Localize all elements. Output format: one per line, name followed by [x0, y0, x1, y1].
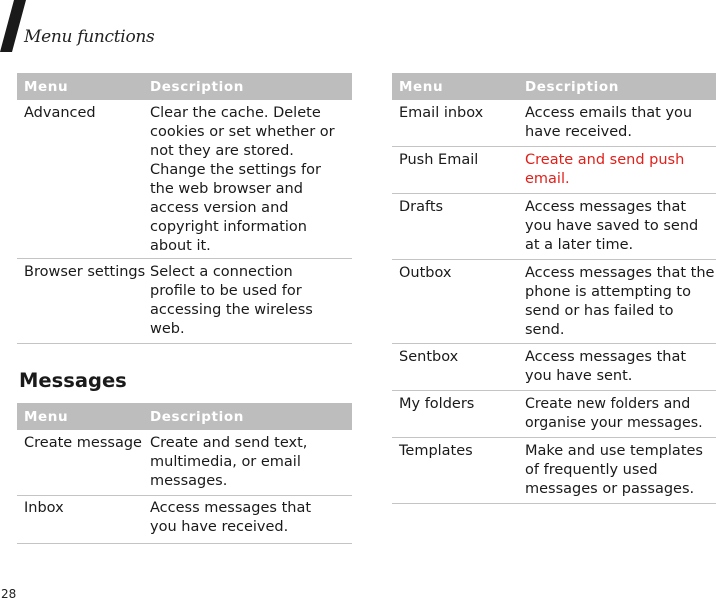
menu-cell: Browser settings	[24, 264, 146, 280]
messages-table-left	[17, 403, 352, 544]
messages-table-right	[392, 73, 716, 504]
table-header	[392, 73, 716, 100]
table-row	[392, 391, 716, 438]
menu-cell: Advanced	[24, 105, 96, 121]
table-row	[392, 344, 716, 391]
table-row	[17, 430, 352, 496]
menu-cell: Outbox	[399, 265, 452, 281]
table-header	[17, 403, 352, 430]
col-header-description: Description	[150, 78, 244, 95]
menu-cell: Email inbox	[399, 105, 484, 121]
section-title: Messages	[19, 369, 127, 392]
menu-cell: My folders	[399, 396, 475, 412]
menu-cell: Drafts	[399, 199, 444, 215]
description-cell: Access messages that you have received.	[150, 500, 312, 535]
col-header-menu: Menu	[24, 78, 69, 95]
col-header-menu: Menu	[399, 78, 444, 95]
col-header-description: Description	[150, 408, 244, 425]
description-cell: Create and send text, multimedia, or email messages.	[150, 435, 308, 489]
menu-cell: Sentbox	[399, 349, 459, 365]
description-cell: Access messages that you have saved to send at a later time.	[525, 199, 699, 253]
table-row	[17, 496, 352, 544]
menu-cell: Create message	[24, 435, 142, 451]
description-cell: Create new folders and organise your messages.	[525, 396, 703, 431]
page-header: Menu functions	[24, 27, 155, 47]
description-cell: Access messages that you have sent.	[525, 349, 687, 384]
col-header-description: Description	[525, 78, 619, 95]
description-cell: Access emails that you have received.	[525, 105, 693, 140]
browser-table	[17, 73, 352, 344]
description-cell: Access messages that the phone is attempting to send or has failed to send.	[525, 265, 715, 338]
description-cell: Select a connection profile to be used for accessing the wireless web.	[150, 264, 313, 337]
table-row	[392, 194, 716, 260]
table-row	[392, 147, 716, 194]
table-row	[17, 100, 352, 259]
table-row	[17, 259, 352, 344]
page-number: 28	[1, 587, 17, 601]
menu-cell: Templates	[399, 443, 473, 459]
table-row	[392, 260, 716, 344]
description-cell: Make and use templates of frequently used messages or passages.	[525, 443, 703, 497]
table-header	[17, 73, 352, 100]
menu-cell: Push Email	[399, 152, 479, 168]
table-row	[392, 438, 716, 504]
description-cell: Clear the cache. Delete cookies or set whether or not they are stored. Change the settings for the web browser and access version and copyright information about it.	[150, 105, 335, 254]
table-row	[392, 100, 716, 147]
menu-cell: Inbox	[24, 500, 64, 516]
col-header-menu: Menu	[24, 408, 69, 425]
description-cell-highlighted: Create and send push email.	[525, 152, 685, 187]
